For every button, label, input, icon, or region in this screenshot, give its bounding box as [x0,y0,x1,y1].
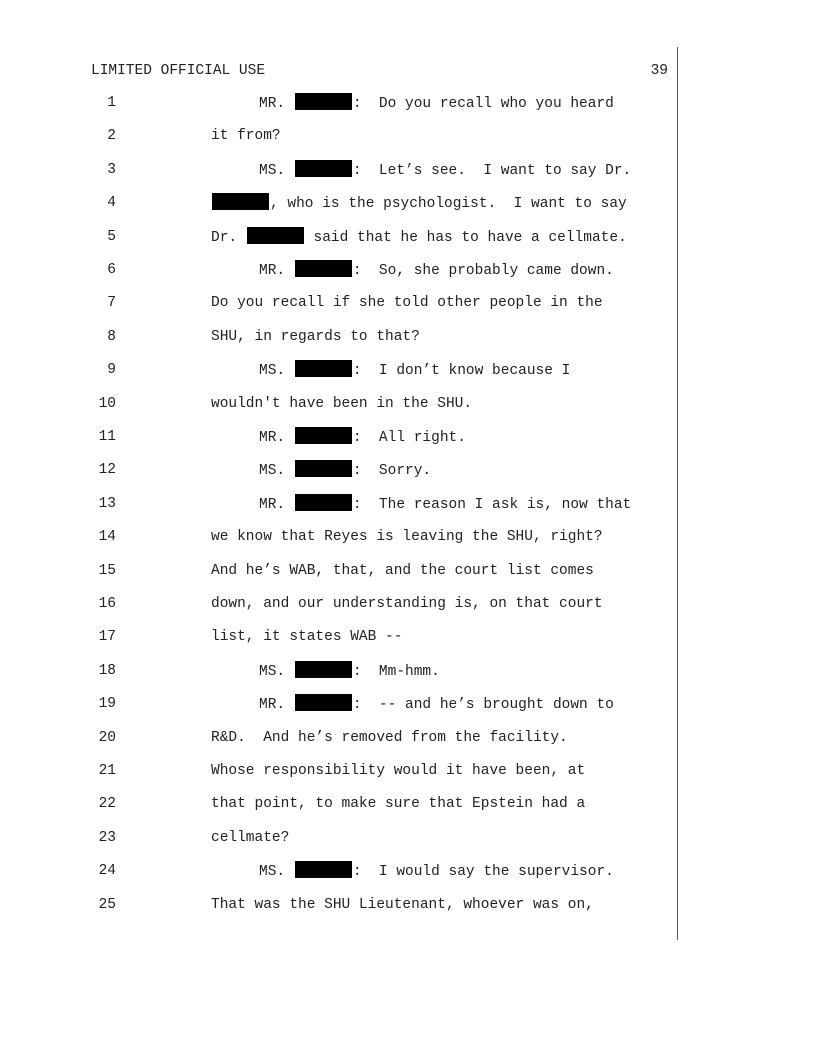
line-text [211,895,673,915]
line-text-segment: MS. [259,864,294,881]
line-text [211,227,673,248]
line-number: 7 [107,295,116,312]
line-number: 13 [98,495,116,512]
line-number: 6 [107,262,116,278]
line-number: 4 [107,195,116,212]
line-number: 5 [107,228,116,245]
transcript-line [0,828,816,848]
line-text-segment: MR. [259,496,294,513]
line-text-segment: : Sorry. [352,463,432,480]
transcript-line [0,527,816,547]
line-text [259,360,673,381]
line-text-segment: MR. [259,263,294,279]
redaction-box [295,861,352,878]
line-text-segment: : Let’s see. I want to say Dr. [352,162,632,179]
line-text [259,661,673,682]
transcript-line [0,427,816,447]
line-text-segment: that point, to make sure that Epstein had a [211,796,586,813]
transcript-line [0,93,816,113]
line-number: 24 [98,863,116,880]
transcript-line [0,126,816,146]
transcript-line [0,728,816,748]
line-text-segment: MS. [259,463,294,480]
line-text [211,193,673,214]
transcript-line [0,861,816,881]
transcript-line [0,694,816,714]
line-number: 20 [98,729,116,746]
line-text-segment: : I don’t know because I [352,363,571,380]
redaction-box [295,160,352,177]
line-text [211,126,673,146]
line-text-segment: list, it states WAB -- [211,629,403,646]
line-text [211,327,673,347]
transcript-line [0,293,816,313]
line-number: 22 [98,796,116,813]
redaction-box [295,360,352,377]
line-text [259,861,673,882]
line-text-segment: : All right. [352,430,466,446]
redaction-box [295,93,352,110]
line-number: 18 [98,662,116,679]
line-text-segment: said that he has to have a cellmate. [304,229,627,246]
line-number: 19 [98,696,116,713]
line-number: 12 [98,462,116,479]
line-number: 21 [98,763,116,779]
line-text-segment: MS. [259,162,294,179]
line-text-segment: : Do you recall who you heard [352,96,614,112]
redaction-box [295,494,352,511]
transcript-line [0,260,816,280]
line-number: 3 [107,161,116,178]
line-text [259,494,673,515]
line-text [211,293,673,313]
line-text-segment: : -- and he’s brought down to [352,697,614,714]
line-text [211,394,673,414]
redaction-box [295,427,352,444]
redaction-box [295,694,352,711]
line-number: 15 [98,562,116,579]
transcript-line [0,661,816,681]
line-text-segment: Dr. [211,229,246,246]
line-text-segment: MR. [259,430,294,446]
line-number: 9 [107,362,116,379]
line-text-segment: MR. [259,697,294,714]
line-text [211,627,673,647]
redaction-box [295,260,352,277]
line-text-segment: Do you recall if she told other people in the [211,295,603,312]
transcript-line [0,227,816,247]
line-text [211,761,673,781]
transcript-line [0,895,816,915]
line-text-segment: we know that Reyes is leaving the SHU, right? [211,529,603,546]
transcript-line [0,494,816,514]
line-text-segment: , who is the psychologist. I want to say [270,196,627,213]
transcript-line [0,460,816,480]
line-text-segment: R&D. And he’s removed from the facility. [211,729,568,746]
transcript-line [0,594,816,614]
line-text-segment: : So, she probably came down. [352,263,614,279]
line-text [259,160,673,181]
line-text-segment: cellmate? [211,829,290,846]
line-text [211,594,673,614]
line-number: 14 [98,529,116,546]
line-number: 23 [98,829,116,846]
line-text-segment: And he’s WAB, that, and the court list comes [211,562,594,579]
line-number: 25 [98,896,116,913]
line-number: 17 [98,629,116,646]
line-text-segment: wouldn't have been in the SHU. [211,395,473,412]
transcript-line [0,394,816,414]
line-text [211,728,673,748]
line-number: 2 [107,128,116,145]
line-text-segment: it from? [211,128,281,145]
line-text-segment: : Mm-hmm. [352,663,440,680]
line-text [259,427,673,448]
transcript-line [0,761,816,781]
line-text [211,794,673,814]
line-text-segment: MS. [259,663,294,680]
transcript-line [0,360,816,380]
line-text-segment: MS. [259,363,294,380]
line-number: 16 [98,596,116,612]
line-number: 1 [107,95,116,111]
line-text [211,828,673,848]
line-number: 11 [98,429,116,445]
transcript-line [0,160,816,180]
line-text [259,260,673,281]
redaction-box [247,227,304,244]
transcript-line [0,794,816,814]
line-text-segment: : I would say the supervisor. [352,864,614,881]
line-text-segment: down, and our understanding is, on that court [211,596,603,612]
classification-label: LIMITED OFFICIAL USE [91,63,266,79]
page-header [91,61,668,81]
redaction-box [295,460,352,477]
line-text-segment: MR. [259,96,294,112]
transcript-line [0,627,816,647]
transcript-line [0,561,816,581]
redaction-box [295,661,352,678]
transcript-line [0,193,816,213]
redaction-box [212,193,269,210]
page-number: 39 [650,63,668,79]
line-number: 8 [107,328,116,345]
line-text [259,93,673,114]
line-text [211,527,673,547]
line-text-segment: : The reason I ask is, now that [352,496,632,513]
line-number: 10 [98,395,116,412]
line-text-segment: SHU, in regards to that? [211,328,420,345]
transcript-line [0,327,816,347]
line-text [211,561,673,581]
line-text [259,694,673,715]
line-text [259,460,673,481]
line-text-segment: That was the SHU Lieutenant, whoever was on, [211,896,594,913]
line-text-segment: Whose responsibility would it have been, at [211,763,586,779]
